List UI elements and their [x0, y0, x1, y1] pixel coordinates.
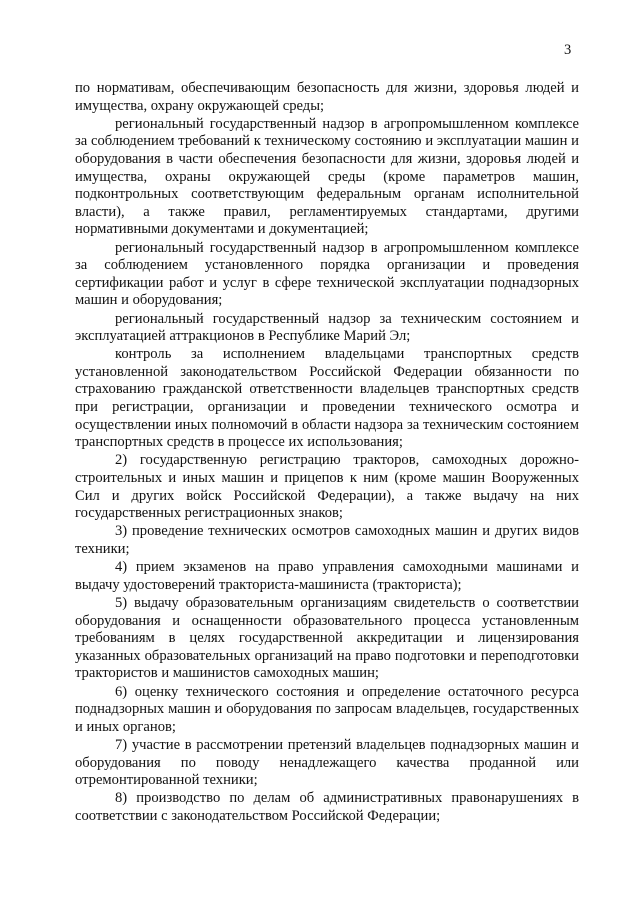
- paragraph: 4) прием экзаменов на право управления самоходными машинами и выдачу удостоверений тракториста-машиниста (тракториста);: [75, 559, 579, 593]
- paragraph: по нормативам, обеспечивающим безопасность для жизни, здоровья людей и имущества, охрану окружающей среды;: [75, 80, 579, 114]
- document-body: [75, 80, 579, 826]
- paragraph: 3) проведение технических осмотров самоходных машин и других видов техники;: [75, 523, 579, 557]
- paragraph: 5) выдачу образовательным организациям свидетельств о соответствии оборудования и оснащенности образовательного процесса установленным требованиям в целях государственной аккредитации и лицензирования указанных образовательных организаций на право подготовки и переподготовки трактористов и машинистов самоходных машин;: [75, 594, 579, 682]
- paragraph: региональный государственный надзор в агропромышленном комплексе за соблюдением требований к техническому состоянию и эксплуатации машин и оборудования в части обеспечения безопасности для жизни, здоровья людей и имущества, охраны окружающей среды (кроме параметров машин, подконтрольных соответствующим федеральным органам исполнительной власти), а также правил, регламентируемых стандартами, другими нормативными документами и документацией;: [75, 115, 579, 238]
- paragraph: контроль за исполнением владельцами транспортных средств установленной законодательством Российской Федерации обязанности по страхованию гражданской ответственности владельцев транспортных средств при регистрации, организации и проведении технического осмотра и осуществлении иных полномочий в области надзора за техническим состоянием транспортных средств в процессе их использования;: [75, 346, 579, 451]
- page-number: 3: [564, 42, 572, 58]
- paragraph: региональный государственный надзор в агропромышленном комплексе за соблюдением установленного порядка организации и проведения сертификации работ и услуг в сфере технической эксплуатации поднадзорных машин и оборудования;: [75, 239, 579, 309]
- paragraph: 7) участие в рассмотрении претензий владельцев поднадзорных машин и оборудования по поводу ненадлежащего качества проданной или отремонтированной техники;: [75, 736, 579, 789]
- paragraph: региональный государственный надзор за техническим состоянием и эксплуатацией аттракционов в Республике Марий Эл;: [75, 310, 579, 345]
- paragraph: 2) государственную регистрацию тракторов, самоходных дорожно-строительных и иных машин и прицепов к ним (кроме машин Вооруженных Сил и других войск Российской Федерации), а также выдачу на них государственных регистрационных знаков;: [75, 452, 579, 522]
- paragraph: 6) оценку технического состояния и определение остаточного ресурса поднадзорных машин и оборудования по запросам владельцев, государственных и иных органов;: [75, 683, 579, 735]
- paragraph: 8) производство по делам об административных правонарушениях в соответствии с законодательством Российской Федерации;: [75, 790, 579, 824]
